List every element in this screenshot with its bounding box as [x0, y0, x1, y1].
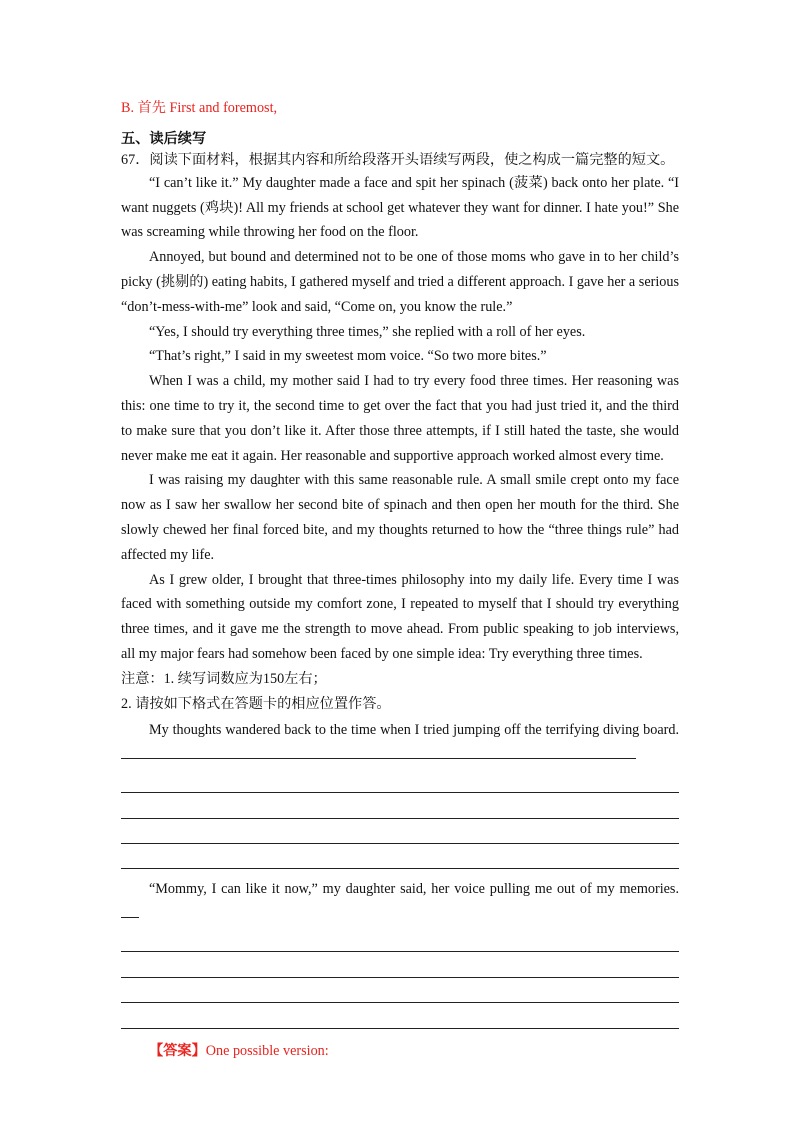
- note-word-count: 注意：1. 续写词数应为150左右；: [121, 670, 327, 687]
- note-format: 2. 请按如下格式在答题卡的相应位置作答。: [121, 695, 391, 712]
- answer-line-4[interactable]: [121, 844, 679, 869]
- question-instruction: 67．阅读下面材料，根据其内容和所给段落开头语续写两段，使之构成一篇完整的短文。: [121, 151, 675, 168]
- answer-line-3[interactable]: [121, 819, 679, 844]
- answer-line-7[interactable]: [121, 978, 679, 1003]
- answer-line-8[interactable]: [121, 1003, 679, 1028]
- option-b-line: B. 首先 First and foremost,: [121, 100, 278, 116]
- answer-blank-inline-1[interactable]: [121, 744, 636, 759]
- answer-label: 【答案】: [149, 1042, 206, 1059]
- answer-section: [121, 1039, 679, 1063]
- story-paragraph-5: When I was a child, my mother said I had to try every food three times. Her reasoning was this: one time to try it, the second time to get over the fact that you had just tried it, and the third to make sure that you don’t like it. After those three attempts, if I still hated the taste, she would never make me eat it again. Her reasonable and supportive approach worked almost every time.: [121, 373, 679, 464]
- prompt-2-text: “Mommy, I can like it now,” my daughter said, her voice pulling me out of my memories.: [149, 881, 679, 898]
- continuation-prompt-2: [121, 877, 679, 927]
- story-paragraph-4: “That’s right,” I said in my sweetest mom voice. “So two more bites.”: [149, 348, 547, 365]
- prompt-1-text: My thoughts wandered back to the time when I tried jumping off the terrifying diving board.: [149, 722, 679, 739]
- story-paragraph-1: “I can’t like it.” My daughter made a face and spit her spinach (菠菜) back onto her plate. “I want nuggets (鸡块)! All my friends at school get whatever they want for dinner. I hate you!” She was screaming while throwing her food on the floor.: [121, 174, 679, 241]
- answer-line-1[interactable]: [121, 768, 679, 793]
- answer-line-5[interactable]: [121, 927, 679, 952]
- story-paragraph-7: As I grew older, I brought that three-times philosophy into my daily life. Every time I was faced with something outside my comfort zone, I repeated to myself that I should try everything three times, and it gave me the strength to move ahead. From public speaking to job interviews, all my major fears had somehow been faced by one simple idea: Try everything three times.: [121, 571, 679, 662]
- story-paragraph-3: “Yes, I should try everything three times,” she replied with a roll of her eyes.: [149, 323, 586, 340]
- answer-line-6[interactable]: [121, 952, 679, 977]
- answer-blank-inline-2[interactable]: [121, 903, 139, 918]
- answer-text: One possible version:: [205, 1042, 329, 1059]
- story-paragraph-2: Annoyed, but bound and determined not to be one of those moms who gave in to her child’s picky (挑剔的) eating habits, I gathered myself and tried a different approach. I gave her a serious “don’t-mess-with-me” look and said, “Come on, you know the rule.”: [121, 249, 679, 315]
- story-paragraph-6: I was raising my daughter with this same reasonable rule. A small smile crept onto my face now as I saw her swallow her second bite of spinach and then open her mouth for the third. She slowly chewed her final forced bite, and my thoughts returned to how the “three things rule” had affected my life.: [121, 472, 679, 563]
- section-title: 五、读后续写: [121, 130, 207, 147]
- answer-line-2[interactable]: [121, 793, 679, 818]
- document-page: [121, 96, 679, 1063]
- continuation-prompt-1: [121, 718, 679, 768]
